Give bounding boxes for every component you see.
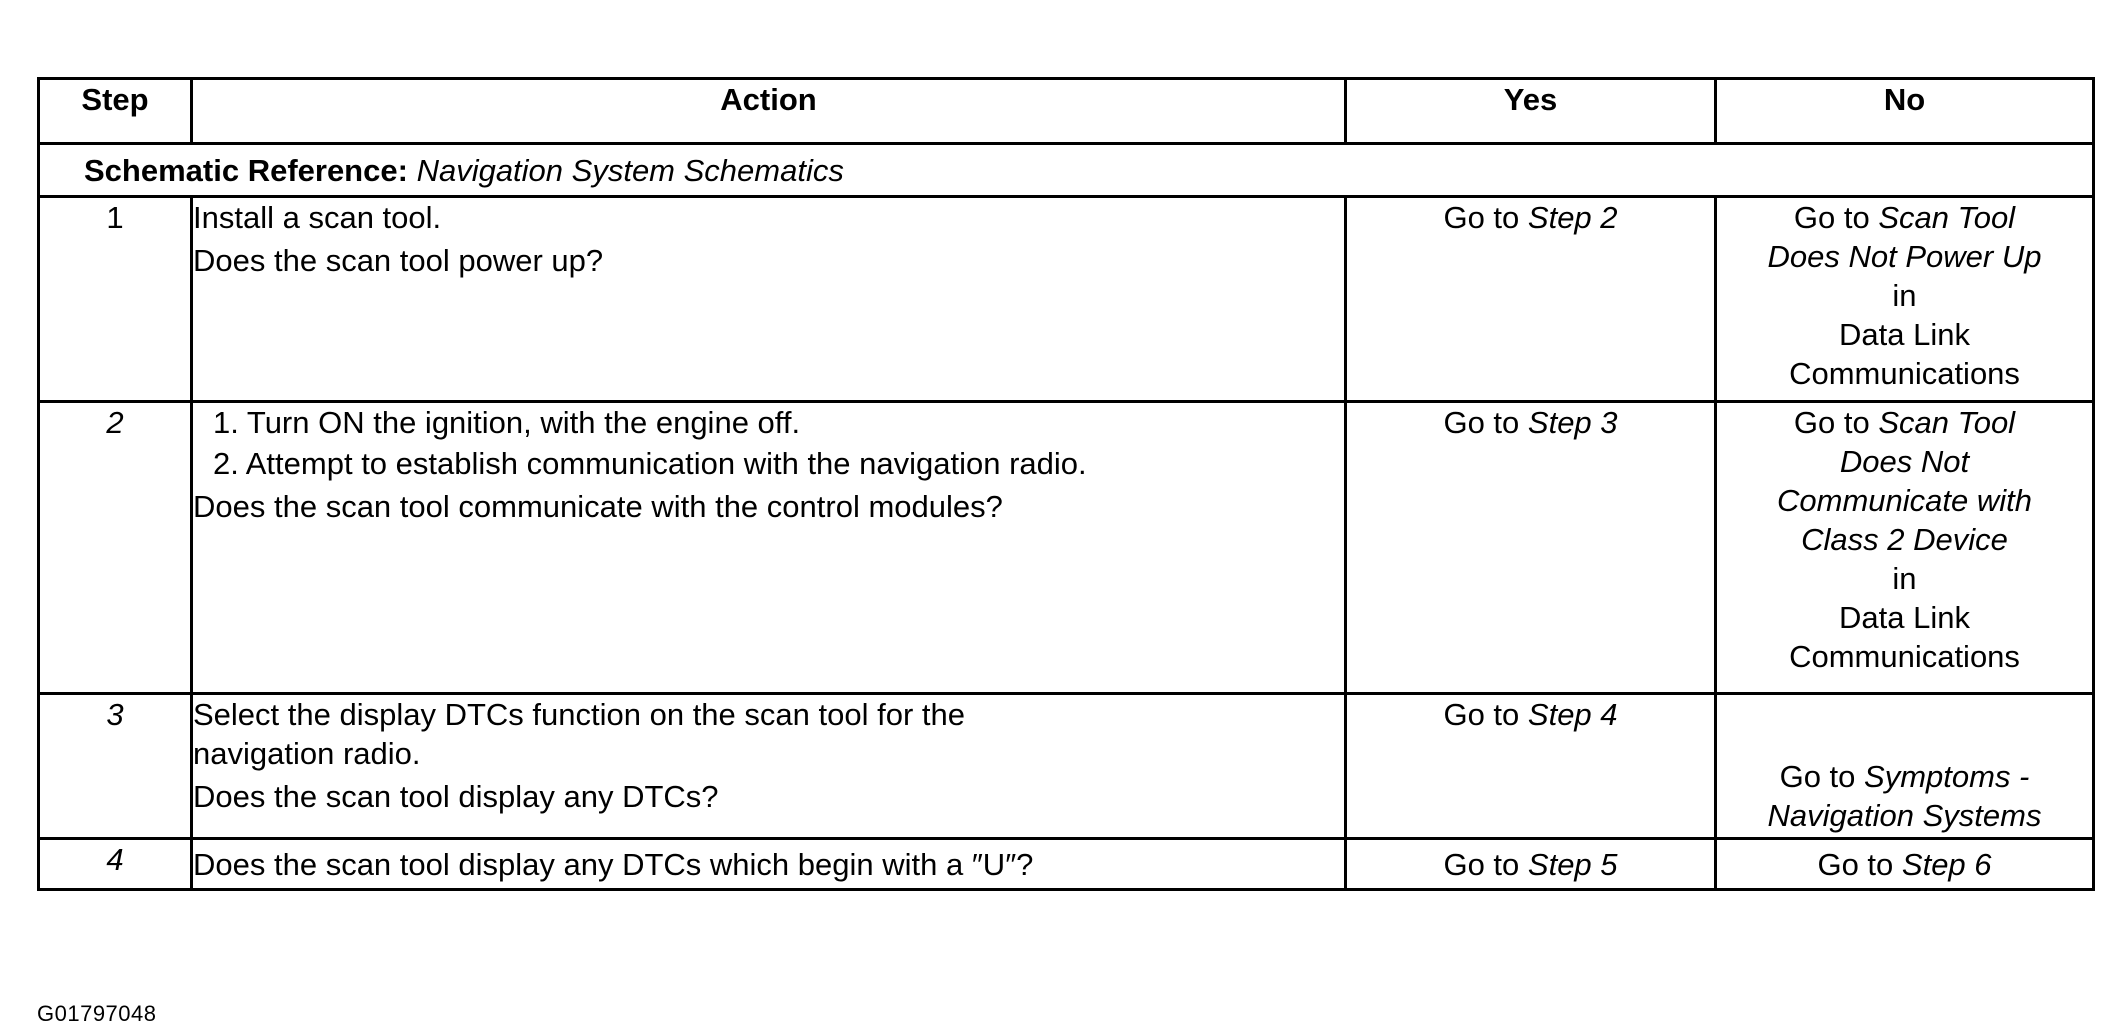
step-number: 3 bbox=[39, 694, 192, 839]
schematic-reference-row bbox=[39, 144, 2094, 197]
no-section-line: Data Link bbox=[1839, 600, 1970, 635]
table-row bbox=[39, 197, 2094, 402]
header-step: Step bbox=[39, 79, 192, 144]
action-question: Does the scan tool display any DTCs which begin with a ″U″? bbox=[193, 846, 1034, 882]
action-numbered-item: 1. Turn ON the ignition, with the engine off. bbox=[213, 405, 801, 440]
no-cell bbox=[1716, 839, 2094, 890]
no-target-line: Scan Tool bbox=[1878, 200, 2016, 235]
diagnostic-table-container bbox=[37, 77, 2092, 1026]
yes-prefix: Go to bbox=[1443, 697, 1528, 732]
action-cell bbox=[192, 402, 1346, 694]
header-action: Action bbox=[192, 79, 1346, 144]
no-section-line: Communications bbox=[1789, 356, 2020, 391]
no-target-line[interactable]: Does Not Power Up bbox=[1767, 239, 2042, 274]
no-section-line: Communications bbox=[1789, 639, 2020, 674]
no-target-line[interactable]: Does Not bbox=[1839, 444, 1970, 479]
action-numbered-item: 2. Attempt to establish communication with the navigation radio. bbox=[213, 446, 1087, 481]
action-line: Select the display DTCs function on the scan tool for the navigation radio. bbox=[193, 697, 965, 771]
yes-prefix: Go to bbox=[1443, 405, 1528, 440]
yes-cell bbox=[1346, 694, 1716, 839]
schematic-reference-link[interactable]: Navigation System Schematics bbox=[416, 152, 844, 188]
no-cell bbox=[1716, 694, 2094, 839]
no-section-line: Data Link bbox=[1839, 317, 1970, 352]
yes-step-link[interactable]: Step 3 bbox=[1527, 405, 1618, 440]
figure-id: G01797048 bbox=[37, 1001, 157, 1026]
no-link[interactable] bbox=[1717, 403, 2092, 442]
header-yes: Yes bbox=[1346, 79, 1716, 144]
schematic-reference-label: Schematic Reference: bbox=[84, 152, 408, 188]
table-row bbox=[39, 402, 2094, 694]
yes-cell bbox=[1346, 839, 1716, 890]
no-prefix: Go to bbox=[1793, 405, 1879, 440]
yes-cell bbox=[1346, 402, 1716, 694]
no-target-line: Scan Tool bbox=[1878, 405, 2016, 440]
no-cell bbox=[1716, 402, 2094, 694]
diagnostic-table bbox=[37, 77, 2095, 891]
no-connector: in bbox=[1892, 561, 1917, 596]
yes-prefix: Go to bbox=[1443, 846, 1528, 882]
no-connector: in bbox=[1892, 278, 1917, 313]
no-target-line[interactable]: Navigation Systems bbox=[1767, 798, 2042, 833]
yes-prefix: Go to bbox=[1443, 200, 1528, 235]
no-target-line[interactable]: Class 2 Device bbox=[1801, 522, 2008, 557]
no-prefix: Go to bbox=[1817, 846, 1902, 882]
step-number: 1 bbox=[39, 197, 192, 402]
action-cell bbox=[192, 694, 1346, 839]
yes-step-link[interactable]: Step 2 bbox=[1527, 200, 1618, 235]
no-link[interactable] bbox=[1717, 198, 2092, 237]
no-link[interactable] bbox=[1717, 757, 2092, 796]
schematic-reference-cell bbox=[39, 144, 2094, 197]
action-question: Does the scan tool communicate with the control modules? bbox=[193, 489, 1003, 524]
yes-cell bbox=[1346, 197, 1716, 402]
table-row bbox=[39, 694, 2094, 839]
yes-step-link[interactable]: Step 5 bbox=[1527, 846, 1618, 882]
no-prefix: Go to bbox=[1779, 759, 1865, 794]
yes-step-link[interactable]: Step 4 bbox=[1527, 697, 1618, 732]
no-target-line: Symptoms - bbox=[1864, 759, 2030, 794]
step-number: 2 bbox=[39, 402, 192, 694]
action-question: Does the scan tool display any DTCs? bbox=[193, 779, 719, 814]
no-cell bbox=[1716, 197, 2094, 402]
no-step-link[interactable]: Step 6 bbox=[1901, 846, 1992, 882]
action-cell bbox=[192, 839, 1346, 890]
action-line: Install a scan tool. bbox=[193, 200, 442, 235]
action-question: Does the scan tool power up? bbox=[193, 243, 604, 278]
header-row bbox=[39, 79, 2094, 144]
header-no: No bbox=[1716, 79, 2094, 144]
table-row bbox=[39, 839, 2094, 890]
action-cell bbox=[192, 197, 1346, 402]
step-number: 4 bbox=[39, 839, 192, 890]
no-prefix: Go to bbox=[1793, 200, 1879, 235]
no-target-line[interactable]: Communicate with bbox=[1777, 483, 2032, 518]
